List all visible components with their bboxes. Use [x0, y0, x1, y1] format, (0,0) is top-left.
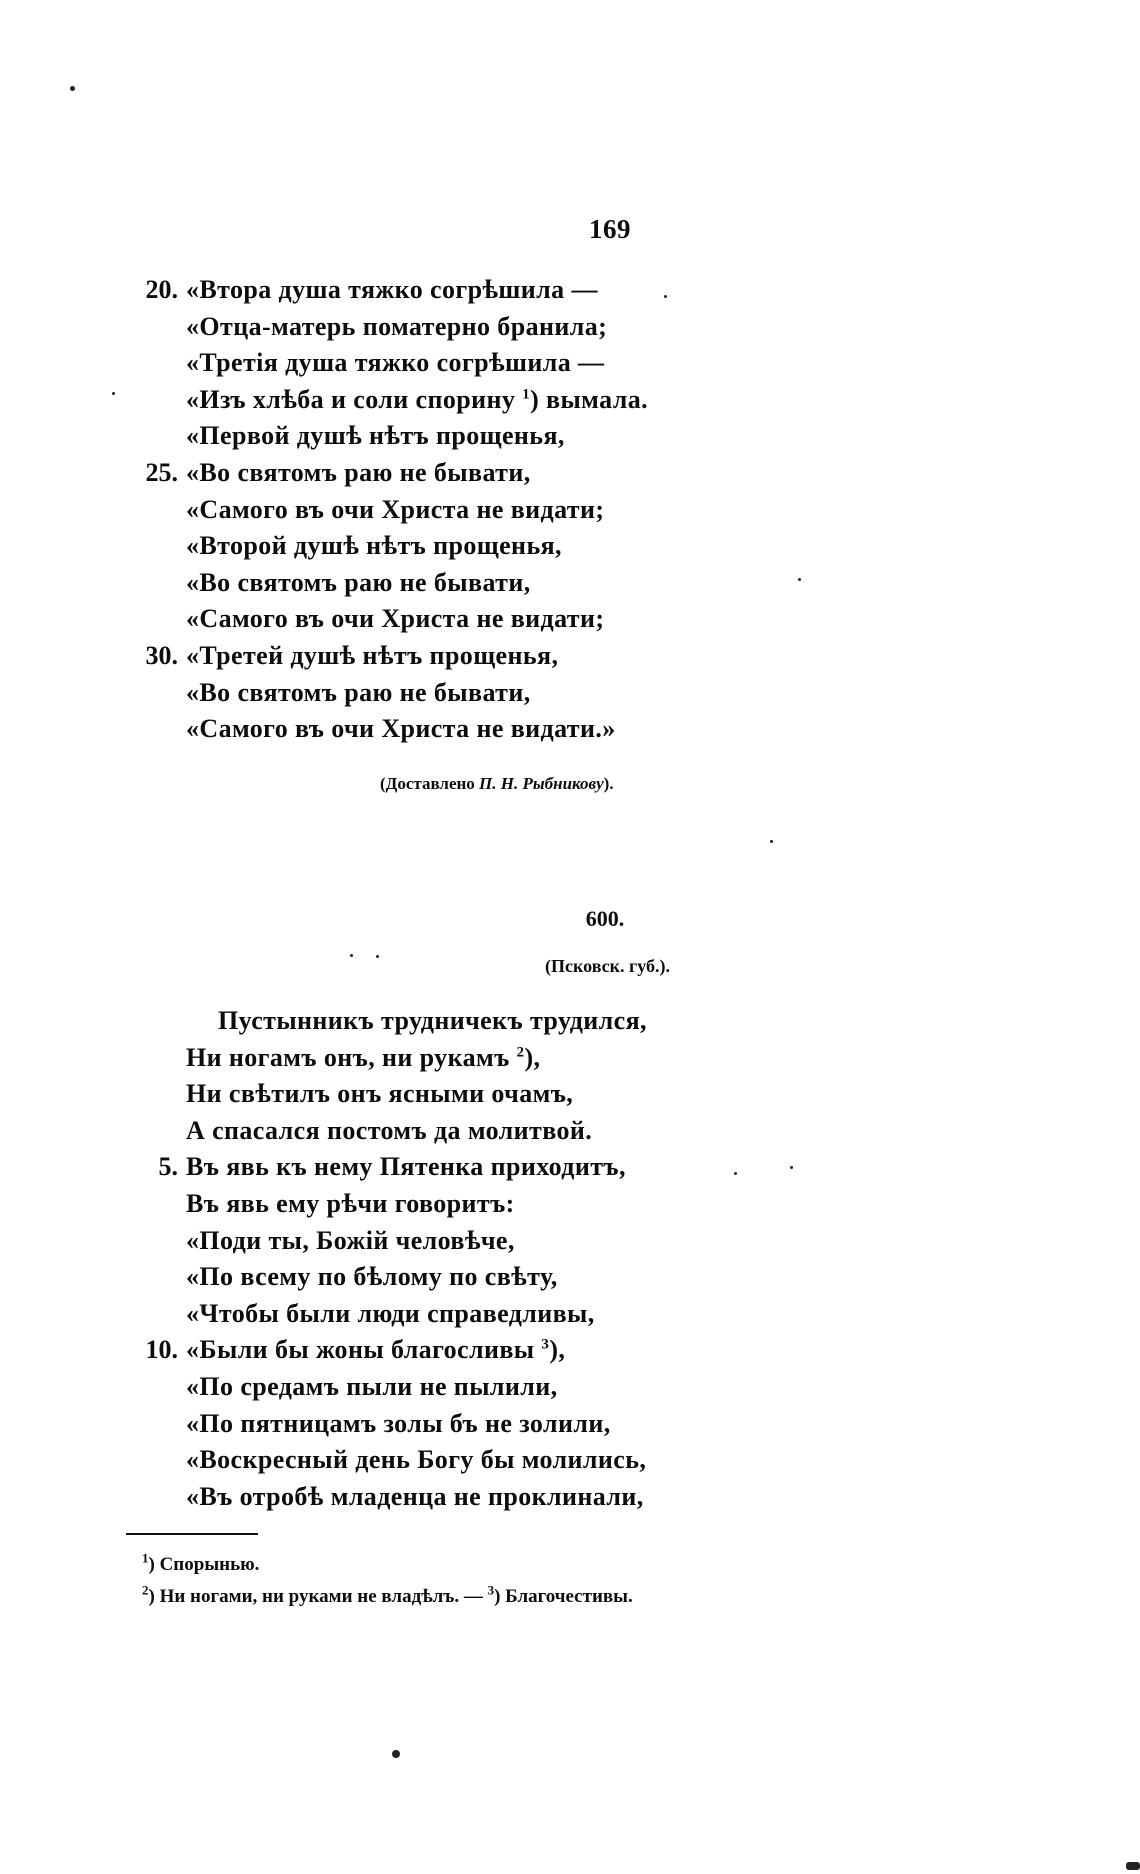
scan-speck — [1126, 1862, 1140, 1870]
scan-speck — [70, 86, 75, 91]
poem-line — [0, 678, 1140, 714]
footnote-divider — [126, 1533, 258, 1535]
footnote-reference: 1 — [522, 386, 531, 403]
footnote-reference: 2 — [516, 1043, 525, 1060]
verse-text — [186, 1445, 646, 1475]
poem-line — [0, 385, 1140, 421]
verse-text — [186, 531, 562, 561]
poem-line — [0, 312, 1140, 348]
verse-text — [186, 312, 607, 342]
poem-line — [0, 1409, 1140, 1445]
verse-tail: , — [533, 1042, 541, 1072]
poem-line — [0, 1116, 1140, 1152]
verse-main: Въ явь ему рѣчи говоритъ: — [186, 1189, 515, 1218]
scan-speck — [112, 392, 115, 395]
verse-text — [186, 348, 604, 378]
verse-text — [186, 1226, 515, 1256]
footnote-reference: 3 — [541, 1336, 550, 1353]
verse-text — [186, 1189, 515, 1219]
verse-main: «Третей душѣ нѣтъ прощенья, — [186, 641, 559, 670]
poem-line — [0, 1189, 1140, 1225]
verse-text: «Изъ хлѣба и соли спорину $^1$) вымала. — [186, 384, 649, 414]
verse-main: «Въ отробѣ младенца не проклинали, — [186, 1481, 644, 1511]
scan-speck — [392, 1750, 400, 1758]
verse-main: «Отца-матерь поматерно бранила; — [186, 311, 608, 341]
scan-speck — [350, 954, 353, 957]
verse-main: «Самого въ очи Христа не видати.» — [186, 714, 616, 744]
poem-line — [0, 641, 1140, 677]
verse-main: «Первой душѣ нѣтъ прощенья, — [186, 421, 565, 451]
poem-line — [0, 1043, 1140, 1079]
piece-number: 600. — [585, 906, 625, 931]
verse-main: Ни ногамъ онъ, ни рукамъ — [186, 1042, 510, 1072]
poem-line — [0, 714, 1140, 750]
verse-main: «Самого въ очи Христа не видати; — [186, 494, 605, 524]
poem-line — [0, 348, 1140, 384]
verse-text — [186, 641, 558, 671]
poem-line — [0, 1226, 1140, 1262]
verse-text — [186, 1372, 558, 1402]
line-number: 25. — [145, 458, 178, 487]
verse-text — [186, 275, 598, 305]
verse-text — [186, 421, 565, 451]
poem-line — [0, 275, 1140, 311]
verse-main: Ни свѣтилъ онъ ясными очамъ, — [186, 1079, 574, 1109]
poem-line — [0, 495, 1140, 531]
poem-line — [0, 531, 1140, 567]
verse-text — [186, 568, 531, 598]
line-number: 5. — [158, 1152, 178, 1182]
verse-text — [186, 1409, 611, 1439]
verse-main: «По пятницамъ золы бъ не золили, — [186, 1408, 611, 1438]
verse-tail: , — [558, 1335, 566, 1365]
verse-main: «Изъ хлѣба и соли спорину — [186, 384, 516, 414]
poem-line — [0, 1006, 1140, 1042]
verse-main: «Были бы жоны благосливы — [186, 1335, 535, 1365]
page-number: 169 — [589, 214, 631, 244]
verse-text — [186, 495, 604, 525]
verse-text: «Были бы жоны благосливы $^3$), — [186, 1335, 566, 1365]
line-number: 20. — [145, 275, 178, 304]
verse-text — [186, 604, 604, 634]
verse-text — [186, 714, 616, 744]
verse-main: «Третія душа тяжко согрѣшила — — [186, 348, 605, 378]
piece-region: (Псковск. губ.). — [545, 956, 670, 976]
poem-line — [0, 1299, 1140, 1335]
verse-main: Пустынникъ трудничекъ трудился, — [218, 1006, 647, 1035]
scan-speck — [376, 955, 379, 958]
scan-speck — [734, 1172, 737, 1175]
verse-text — [186, 1262, 558, 1292]
scan-speck — [790, 1166, 793, 1169]
line-number: 30. — [145, 641, 178, 670]
verse-text — [186, 1482, 644, 1512]
verse-main: «Поди ты, Божій человѣче, — [186, 1225, 515, 1255]
verse-text — [186, 1116, 592, 1146]
verse-text: Ни ногамъ онъ, ни рукамъ $^2$), — [186, 1042, 541, 1072]
scan-speck — [798, 578, 801, 581]
verse-text — [186, 1079, 573, 1109]
poem-line — [0, 421, 1140, 457]
poem-line — [0, 1482, 1140, 1518]
verse-main: «По средамъ пыли не пылили, — [186, 1372, 558, 1401]
verse-text — [186, 678, 531, 708]
poem-line — [0, 458, 1140, 494]
attribution: (Доставлено П. Н. Рыбникову). — [380, 774, 614, 793]
verse-main: «Чтобы были люди справедливы, — [186, 1298, 595, 1328]
poem-line — [0, 1335, 1140, 1371]
verse-main: «Во святомъ раю не бывати, — [186, 677, 531, 707]
poem-line — [0, 1079, 1140, 1115]
line-number: 10. — [145, 1335, 178, 1365]
verse-tail: вымала. — [539, 384, 649, 414]
verse-main: «Самого въ очи Христа не видати; — [186, 604, 605, 634]
poem-line — [0, 604, 1140, 640]
verse-text — [218, 1006, 647, 1036]
scan-speck — [664, 295, 667, 298]
poem-line — [0, 1262, 1140, 1298]
verse-main: «Во святомъ раю не бывати, — [186, 458, 531, 487]
verse-main: А спасался постомъ да молитвой. — [186, 1115, 593, 1145]
poem-line — [0, 1445, 1140, 1481]
verse-main: «Воскресный день Богу бы молились, — [186, 1445, 647, 1475]
verse-main: «Второй душѣ нѣтъ прощенья, — [186, 531, 562, 561]
verse-main: «Во святомъ раю не бывати, — [186, 567, 531, 597]
verse-text — [186, 1152, 626, 1182]
verse-text — [186, 1299, 595, 1329]
footnotes — [142, 1550, 633, 1618]
verse-main: «Втора душа тяжко согрѣшила — — [186, 275, 598, 304]
verse-main: Въ явь къ нему Пятенка приходитъ, — [186, 1152, 626, 1182]
footnote-1: $^1$) Спорынью. — [142, 1550, 260, 1575]
verse-text — [186, 458, 531, 488]
poem-line — [0, 1152, 1140, 1188]
verse-main: «По всему по бѣлому по свѣту, — [186, 1262, 558, 1292]
poem-line — [0, 568, 1140, 604]
footnote-2: $^2$) Ни ногами, ни руками не владѣлъ. — $^3$) Благочестивы. — [142, 1582, 633, 1607]
poem-line — [0, 1372, 1140, 1408]
scan-speck — [770, 840, 773, 843]
